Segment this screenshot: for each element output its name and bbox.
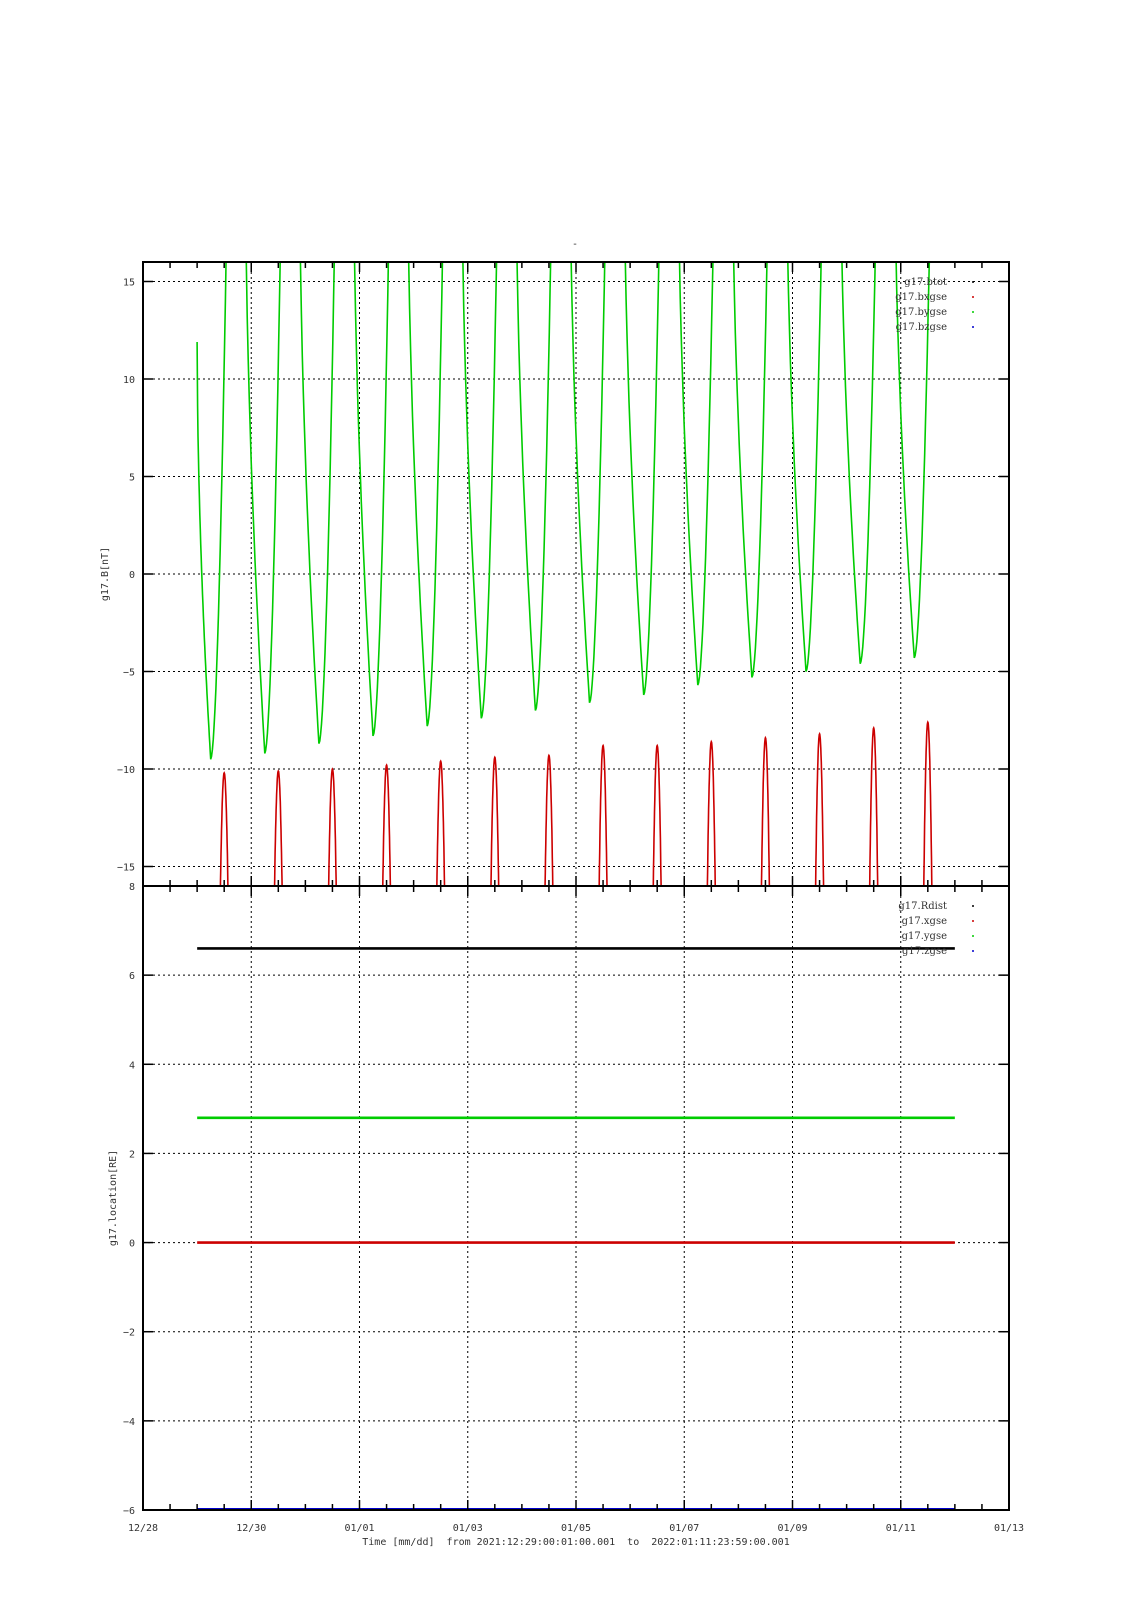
bxgse-arch xyxy=(761,738,771,964)
bottom-ylabel: g17.location[RE] xyxy=(108,1149,119,1247)
x-tick-label: 01/11 xyxy=(885,1523,916,1534)
legend-label: g17.ygse xyxy=(901,931,947,942)
plot-title-mark: - xyxy=(571,239,579,250)
y-tick-label: 10 xyxy=(122,375,135,386)
x-tick-label: 01/05 xyxy=(560,1523,592,1534)
bxgse-arch xyxy=(382,765,392,964)
legend-label: g17.btot xyxy=(904,277,947,288)
legend-label: g17.Rdist xyxy=(898,901,947,912)
y-tick-label: 5 xyxy=(128,472,135,484)
legend-swatch xyxy=(972,326,974,328)
bxgse-arch xyxy=(815,734,825,964)
legend-swatch xyxy=(972,281,974,283)
y-tick-label: −15 xyxy=(116,862,135,874)
x-tick-label: 01/13 xyxy=(993,1523,1025,1534)
y-tick-label: −6 xyxy=(122,1506,135,1517)
y-tick-label: −4 xyxy=(122,1416,135,1428)
top-series xyxy=(197,145,933,964)
bxgse-arch xyxy=(544,755,554,964)
y-tick-label: 2 xyxy=(128,1149,135,1161)
legend-label: g17.zgse xyxy=(901,946,947,957)
bxgse-arch xyxy=(219,773,229,964)
bottom-ticks xyxy=(123,882,1009,1517)
bxgse-arch xyxy=(598,746,608,964)
legend-label: g17.bxgse xyxy=(895,292,947,303)
bottom-grid xyxy=(143,886,1009,1510)
bottom-legend xyxy=(898,901,974,957)
y-tick-label: −10 xyxy=(116,765,135,776)
y-tick-label: 0 xyxy=(128,1238,135,1250)
legend-label: g17.bzgse xyxy=(895,322,947,333)
x-tick-label: 01/07 xyxy=(669,1523,700,1534)
x-tick-label: 01/09 xyxy=(777,1523,808,1534)
bxgse-arch xyxy=(328,769,338,964)
y-tick-label: 8 xyxy=(128,882,135,893)
legend-swatch xyxy=(972,935,974,937)
bxgse-arch xyxy=(490,757,500,964)
y-tick-label: 0 xyxy=(128,570,135,581)
magnetic-field-panel xyxy=(100,145,1009,964)
bxgse-arch xyxy=(706,742,716,964)
top-legend xyxy=(895,277,974,333)
top-ticks xyxy=(117,262,1009,886)
x-tick-label: 01/03 xyxy=(452,1523,483,1534)
x-axis-ticks xyxy=(128,1523,1024,1534)
location-panel xyxy=(108,882,1009,1517)
x-axis-label: Time [mm/dd] from 2021:12:29:00:01:00.001 to 2022:01:11:23:59:00.001 xyxy=(362,1537,790,1548)
legend-swatch xyxy=(972,296,974,298)
y-tick-label: 4 xyxy=(128,1060,135,1072)
bxgse-arch xyxy=(869,728,879,964)
legend-swatch xyxy=(972,905,974,907)
y-tick-label: −5 xyxy=(122,667,135,679)
y-tick-label: −2 xyxy=(122,1327,135,1339)
top-ylabel: g17.B[nT] xyxy=(100,546,111,602)
bxgse-arch xyxy=(273,771,283,964)
x-tick-label: 12/30 xyxy=(236,1523,267,1534)
bxgse-arch xyxy=(436,761,446,964)
legend-label: g17.xgse xyxy=(901,916,947,927)
x-tick-label: 01/01 xyxy=(344,1523,375,1534)
legend-swatch xyxy=(972,920,974,922)
legend-swatch xyxy=(972,950,974,952)
bxgse-arch xyxy=(652,746,662,964)
x-tick-label: 12/28 xyxy=(127,1523,159,1534)
y-tick-label: 15 xyxy=(122,277,135,289)
legend-swatch xyxy=(972,311,974,313)
y-tick-label: 6 xyxy=(128,971,135,983)
bxgse-arch xyxy=(923,722,933,964)
legend-label: g17.bygse xyxy=(895,307,947,318)
bygse-line xyxy=(197,145,932,759)
